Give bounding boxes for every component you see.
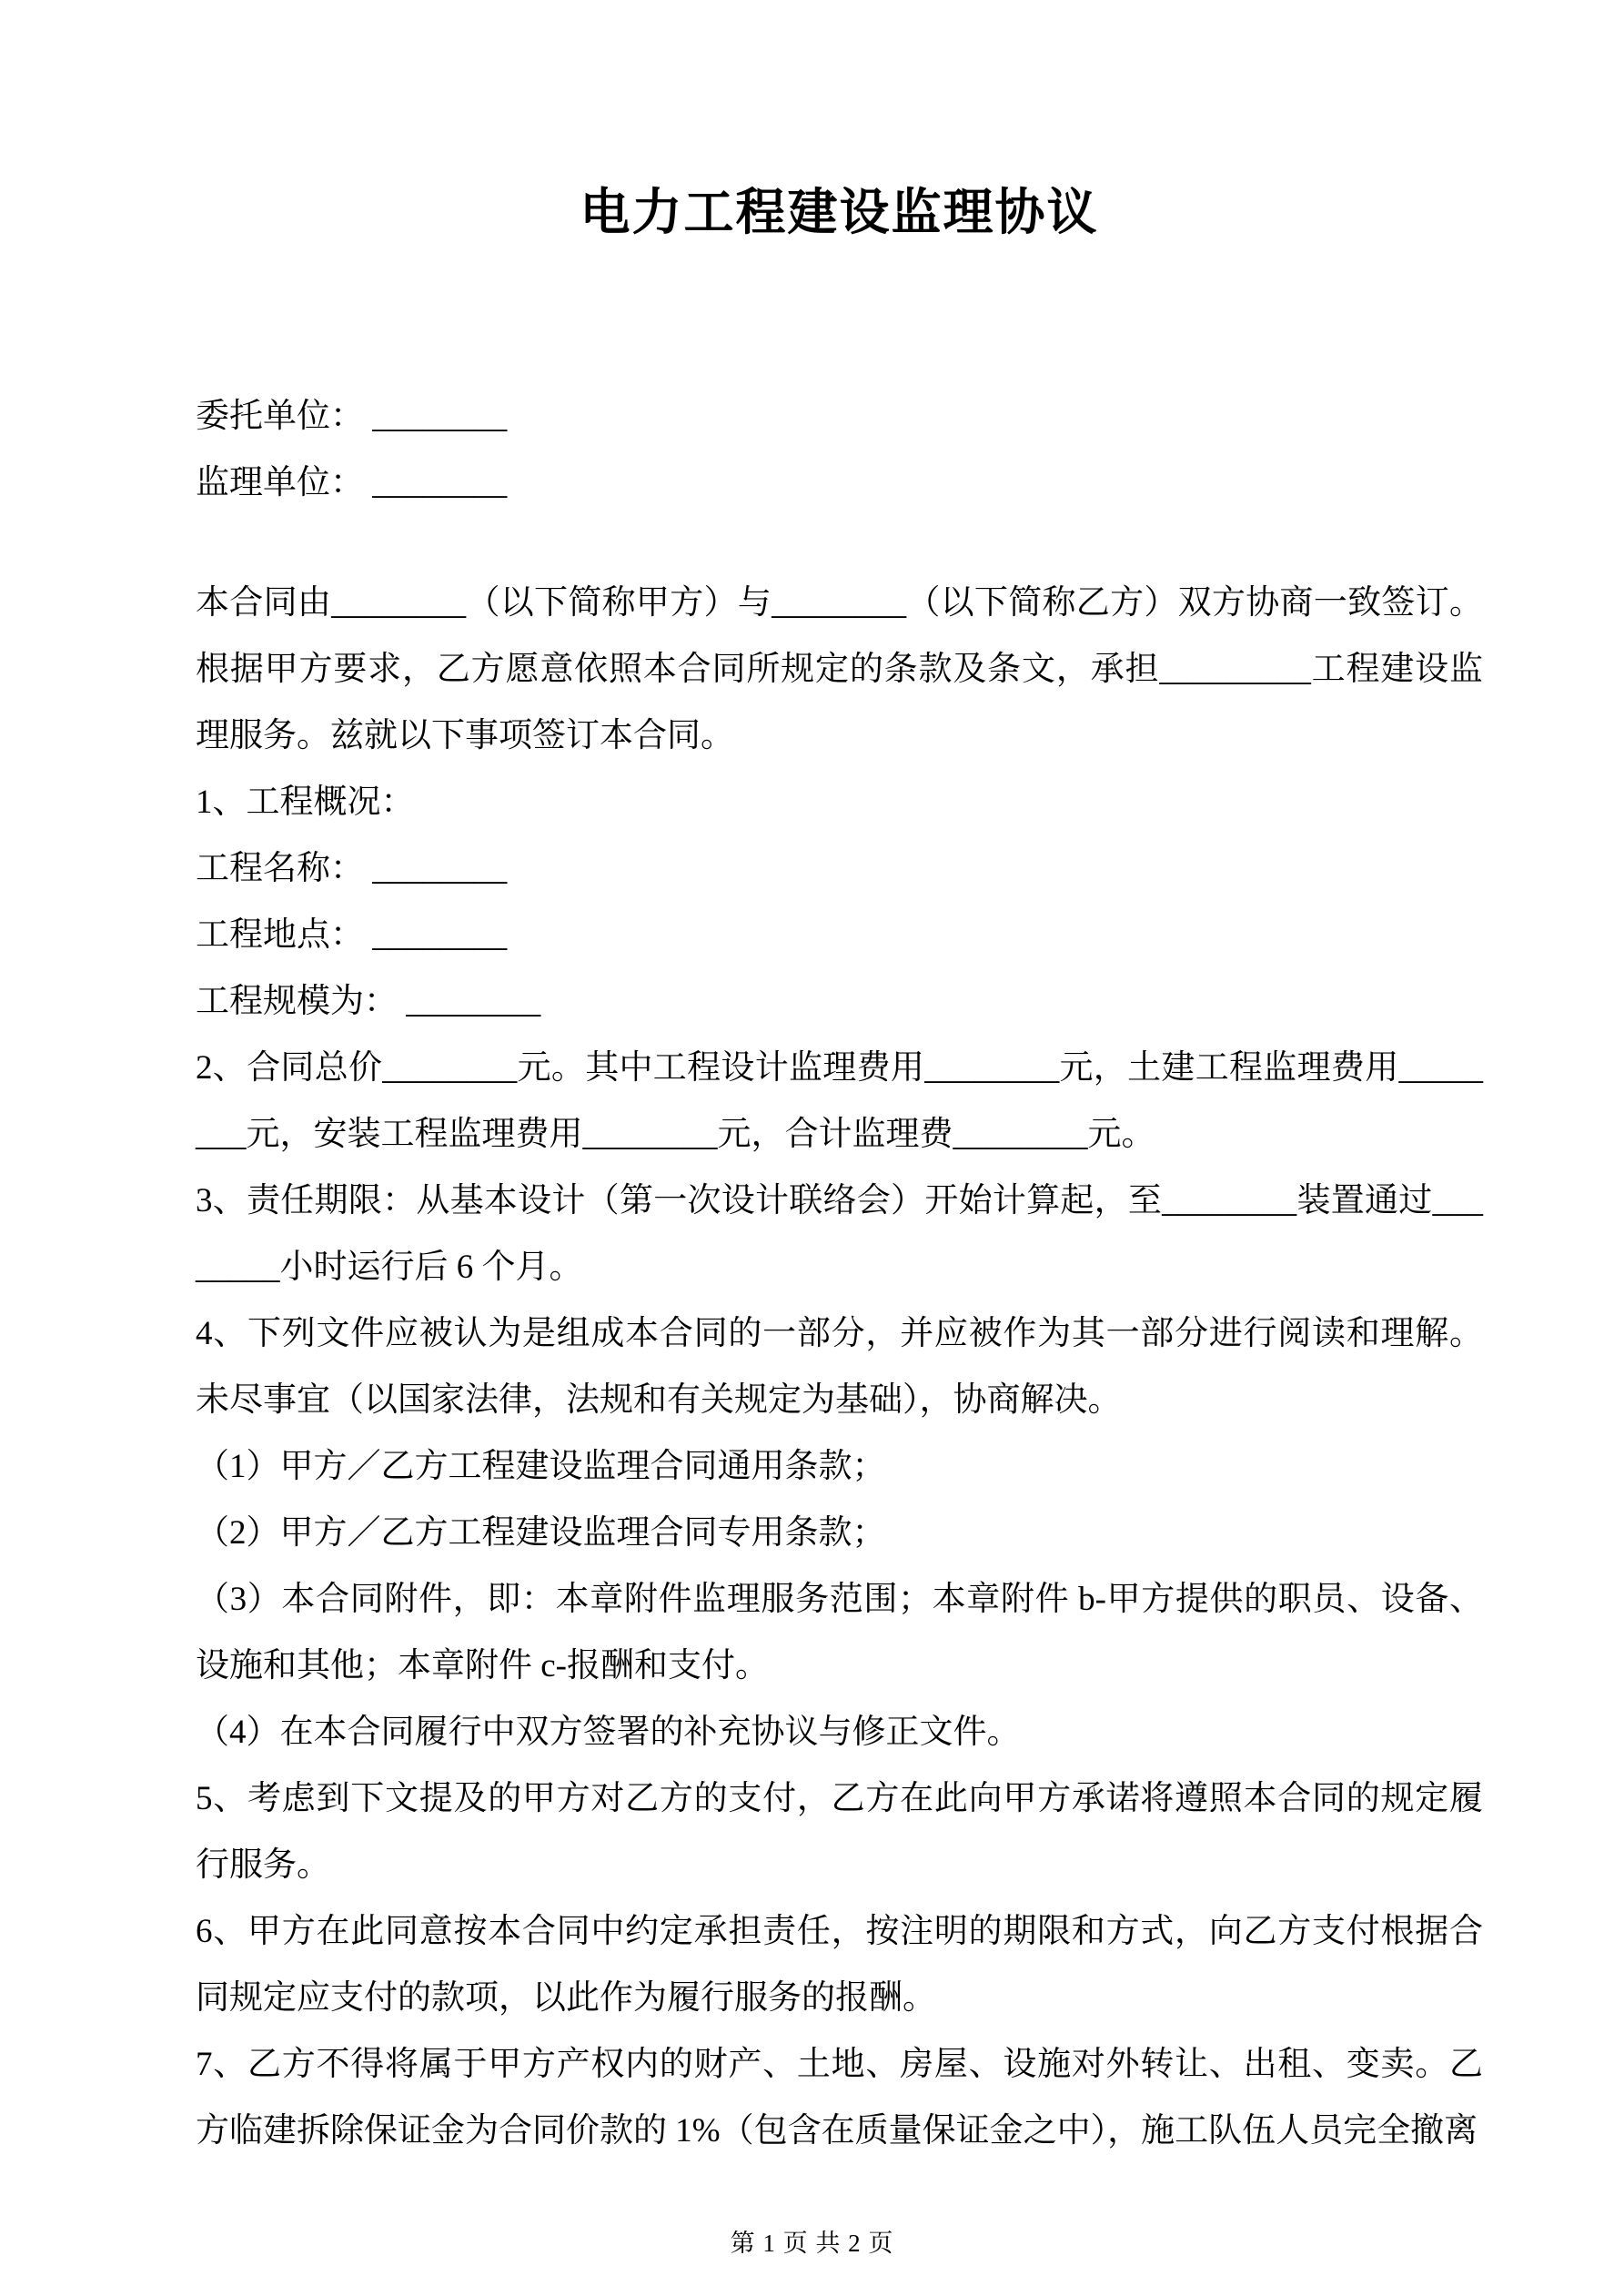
clause-1-project-overview-heading: 1、工程概况： xyxy=(196,784,415,821)
clause-5-service-promise: 5、考虑到下文提及的甲方对乙方的支付，乙方在此向甲方承诺将遵照本合同的规定履行服务。 xyxy=(196,1780,1483,1884)
document-content xyxy=(196,0,1483,2164)
field-supervising-unit: 监理单位： ________ xyxy=(196,464,508,501)
clause-4-item-1-general-terms: （1）甲方／乙方工程建设监理合同通用条款； xyxy=(196,1448,886,1485)
clause-4-contract-documents: 4、下列文件应被认为是组成本合同的一部分，并应被作为其一部分进行阅读和理解。未尽事宜（以国家法律，法规和有关规定为基础），协商解决。 xyxy=(196,1315,1483,1419)
clause-3-liability-period: 3、责任期限：从基本设计（第一次设计联络会）开始计算起，至________装置通过________小时运行后 6 个月。 xyxy=(196,1182,1483,1286)
field-entrusting-unit: 委托单位： ________ xyxy=(196,398,508,435)
page-number-footer: 第 1 页 共 2 页 xyxy=(730,2230,894,2257)
field-project-location: 工程地点： ________ xyxy=(196,916,508,954)
intro-paragraph: 本合同由________（以下简称甲方）与________（以下简称乙方）双方协商一致签订。根据甲方要求，乙方愿意依照本合同所规定的条款及条文，承担_________工程建设监理服务。兹就以下事项签订本合同。 xyxy=(196,584,1483,754)
clause-6-payment-obligation: 6、甲方在此同意按本合同中约定承担责任，按注明的期限和方式，向乙方支付根据合同规定应支付的款项，以此作为履行服务的报酬。 xyxy=(196,1913,1483,2017)
clause-4-item-4-supplements: （4）在本合同履行中双方签署的补充协议与修正文件。 xyxy=(196,1714,1021,1751)
field-project-scale: 工程规模为： ________ xyxy=(196,983,541,1020)
header-fields xyxy=(196,383,1483,516)
document-title: 电力工程建设监理协议 xyxy=(580,185,1099,240)
clause-4-item-2-special-terms: （2）甲方／乙方工程建设监理合同专用条款； xyxy=(196,1514,886,1552)
clause-2-contract-price: 2、合同总价________元。其中工程设计监理费用________元，土建工程监理费用________元，安装工程监理费用________元，合计监理费________元。 xyxy=(196,1049,1483,1153)
field-project-name: 工程名称： ________ xyxy=(196,850,508,887)
contract-body xyxy=(196,570,1483,2164)
clause-4-item-3-attachments: （3）本合同附件，即：本章附件监理服务范围；本章附件 b-甲方提供的职员、设备、设施和其他；本章附件 c-报酬和支付。 xyxy=(196,1581,1483,1684)
clause-7-property-restriction: 7、乙方不得将属于甲方产权内的财产、土地、房屋、设施对外转让、出租、变卖。乙方临建拆除保证金为合同价款的 1%（包含在质量保证金之中），施工队伍人员完全撤离 xyxy=(196,2046,1483,2149)
